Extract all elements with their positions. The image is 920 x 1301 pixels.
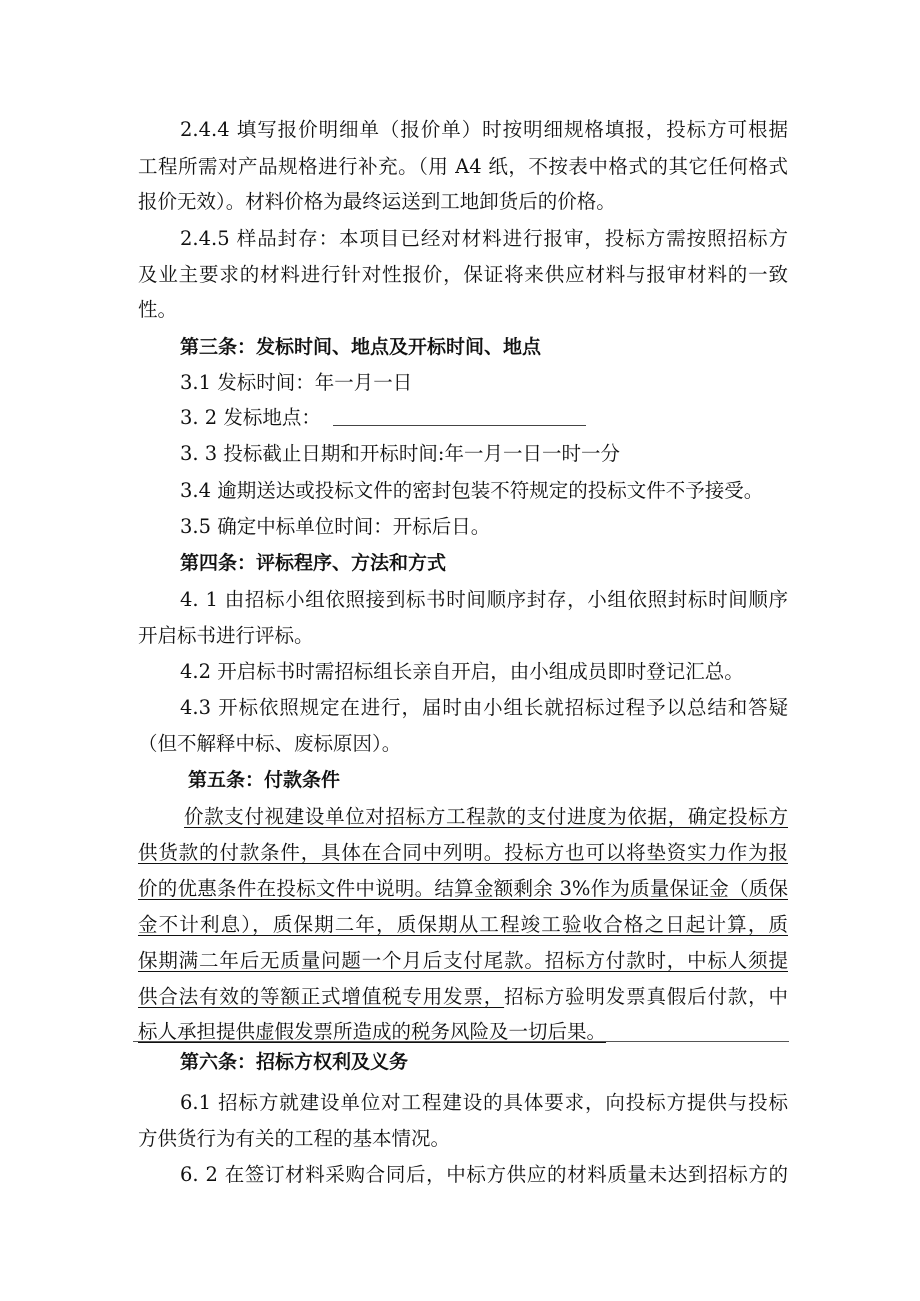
payment-terms-line-3: 价的优惠条件在投标文件中说明。结算金额剩余 3%作为质量保证金（质保: [138, 877, 788, 900]
clause-2-4-5-line-2: 及业主要求的材料进行针对性报价，保证将来供应材料与报审材料的一致: [138, 263, 788, 286]
payment-terms-line-4: 金不计利息），质保期二年，质保期从工程竣工验收合格之日起计算，质: [138, 913, 788, 936]
clause-4-1-line-2: 开启标书进行评标。: [138, 624, 314, 647]
payment-terms-line-5: 保期满二年后无质量问题一个月后支付尾款。招标方付款时，中标人须提: [138, 949, 788, 972]
article-3-heading: 第三条：发标时间、地点及开标时间、地点: [180, 336, 542, 358]
clause-6-1-line-2: 方供货行为有关的工程的基本情况。: [138, 1127, 451, 1150]
article-5-heading: 第五条：付款条件: [188, 769, 341, 791]
article-6-heading: 第六条：招标方权利及义务: [180, 1051, 409, 1073]
clause-2-4-4-line-1: 2.4.4 填写报价明细单（报价单）时按明细规格填报，投标方可根据: [180, 118, 788, 141]
article-4-heading: 第四条：评标程序、方法和方式: [180, 552, 447, 574]
clause-3-4: 3.4 逾期送达或投标文件的密封包装不符规定的投标文件不予接受。: [180, 479, 764, 502]
clause-2-4-4-line-3: 报价无效）。材料价格为最终运送到工地卸货后的价格。: [138, 190, 616, 213]
payment-terms-line-6-rest: 招标方验明发票真假后付款，中: [504, 985, 788, 1008]
clause-4-2: 4.2 开启标书时需招标组长亲自开启，由小组成员即时登记汇总。: [180, 660, 744, 683]
payment-terms-line-6-underlined: 供合法有效的等额正式增值税专用发票，: [138, 985, 505, 1008]
clause-3-1: 3.1 发标时间：年一月一日: [180, 371, 413, 394]
clause-2-4-4-line-2: 工程所需对产品规格进行补充。（用 A4 纸，不按表中格式的其它任何格式: [138, 155, 788, 178]
payment-terms-line-1: 价款支付视建设单位对招标方工程款的支付进度为依据，确定投标方: [184, 805, 788, 828]
clause-2-4-5-line-1: 2.4.5 样品封存：本项目已经对材料进行报审，投标方需按照招标方: [180, 227, 788, 250]
payment-terms-line-7-text: 标人承担提供虚假发票所造成的税务风险及一切后果。: [138, 1020, 607, 1043]
payment-terms-line-2: 供货款的付款条件，具体在合同中列明。投标方也可以将垫资实力作为报: [138, 841, 788, 864]
venue-blank-line: [333, 425, 586, 426]
clause-6-1-line-1: 6.1 招标方就建设单位对工程建设的具体要求，向投标方提供与投标: [180, 1091, 788, 1114]
clause-4-3-line-2: （但不解释中标、废标原因）。: [138, 732, 402, 755]
clause-4-3-line-1: 4.3 开标依照规定在进行，届时由小组长就招标过程予以总结和答疑: [180, 696, 788, 719]
clause-3-3: 3. 3 投标截止日期和开标时间:年一月一日一时一分: [180, 442, 620, 465]
clause-3-2: 3. 2 发标地点：: [180, 406, 321, 429]
payment-terms-line-6: [138, 984, 788, 1010]
clause-6-2-line-1: 6. 2 在签订材料采购合同后，中标方供应的材料质量未达到招标方的: [180, 1163, 788, 1186]
clause-3-5: 3.5 确定中标单位时间：开标后日。: [180, 515, 491, 538]
clause-4-1-line-1: 4. 1 由招标小组依照接到标书时间顺序封存，小组依照封标时间顺序: [180, 588, 788, 611]
section-divider: [133, 1041, 789, 1042]
clause-2-4-5-line-3: 性。: [138, 298, 178, 321]
